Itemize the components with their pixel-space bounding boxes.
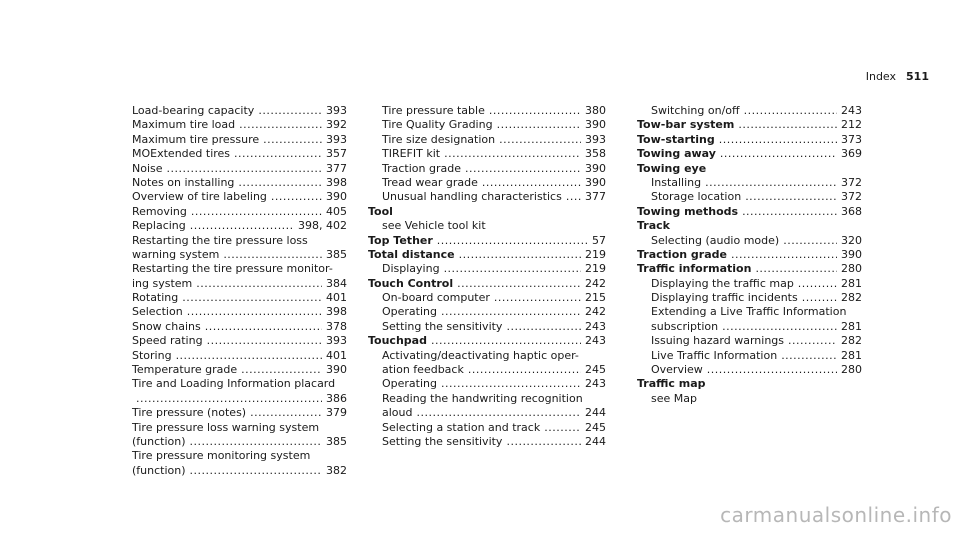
index-entry (118, 262, 347, 276)
page-ref: 372 (841, 175, 862, 189)
entry-label: Reading the handwriting recognition (382, 391, 583, 405)
dot-leader (788, 334, 837, 348)
entry-label: Overview of tire labeling (132, 190, 267, 204)
page-ref: 393 (326, 334, 347, 348)
page-ref: 382 (326, 463, 347, 477)
dot-leader (444, 262, 581, 276)
index-entry (118, 234, 347, 248)
index-title: Index (865, 70, 897, 83)
entry-label: Towing eye (637, 161, 707, 175)
page-ref: 219 (585, 262, 606, 276)
index-column-1 (118, 104, 347, 478)
entry-label: Restarting the tire pressure monitor- (132, 262, 333, 276)
index-heading (368, 205, 606, 219)
entry-label: Activating/deactivating haptic oper- (382, 348, 579, 362)
entry-label: Displaying traffic incidents (651, 291, 798, 305)
dot-leader (207, 334, 322, 348)
entry-label: Tow-starting (637, 132, 715, 146)
index-entry (637, 363, 862, 377)
entry-label: Displaying (382, 262, 440, 276)
index-entry (368, 219, 606, 233)
index-heading (637, 219, 862, 233)
entry-label: Tire pressure (notes) (132, 406, 247, 420)
entry-label: (function) (132, 434, 186, 448)
index-entry (368, 176, 606, 190)
page-ref: 282 (841, 291, 862, 305)
entry-label: Traffic information (637, 262, 752, 276)
index-heading (368, 248, 606, 262)
index-entry (368, 377, 606, 391)
page-ref: 378 (326, 319, 347, 333)
entry-label: see Vehicle tool kit (382, 219, 486, 233)
page-ref: 377 (326, 161, 347, 175)
dot-leader (239, 118, 322, 132)
index-entry (368, 349, 606, 363)
index-entry (368, 104, 606, 118)
page-ref: 242 (585, 276, 606, 290)
page-ref: 385 (326, 434, 347, 448)
entry-label: Rotating (132, 291, 179, 305)
dot-leader (441, 377, 581, 391)
dot-leader (742, 205, 837, 219)
dot-leader (191, 205, 322, 219)
dot-leader (731, 248, 837, 262)
index-entry (368, 363, 606, 377)
page-ref: 358 (585, 147, 606, 161)
page-ref: 320 (841, 233, 862, 247)
entry-label: Removing (132, 204, 187, 218)
dot-leader (444, 147, 581, 161)
dot-leader (783, 234, 837, 248)
entry-label: Operating (382, 305, 437, 319)
index-entry (118, 392, 347, 406)
index-entry (118, 435, 347, 449)
index-entry (118, 363, 347, 377)
entry-label: warning system (132, 247, 220, 261)
page-ref: 379 (326, 406, 347, 420)
page-ref: 385 (326, 247, 347, 261)
index-entry (637, 334, 862, 348)
dot-leader (190, 435, 322, 449)
index-entry (637, 234, 862, 248)
index-entry (637, 176, 862, 190)
page-ref: 281 (841, 276, 862, 290)
dot-leader (468, 363, 581, 377)
index-entry (368, 435, 606, 449)
entry-label: Storage location (651, 190, 742, 204)
entry-label: Displaying the traffic map (651, 276, 794, 290)
page-ref: 244 (585, 406, 606, 420)
index-entry (368, 118, 606, 132)
entry-label: Traction grade (382, 161, 461, 175)
entry-label: Noise (132, 161, 163, 175)
dot-leader (482, 176, 581, 190)
index-entry (637, 190, 862, 204)
entry-label: Storing (132, 348, 172, 362)
page-number: 511 (906, 70, 929, 83)
dot-leader (738, 118, 837, 132)
index-entry (118, 291, 347, 305)
page-ref: 390 (326, 363, 347, 377)
page-ref: 215 (585, 291, 606, 305)
dot-leader (802, 291, 837, 305)
page-ref: 243 (585, 334, 606, 348)
page-ref: 212 (841, 118, 862, 132)
index-entry (368, 190, 606, 204)
index-entry (368, 291, 606, 305)
entry-label: Maximum tire pressure (132, 132, 260, 146)
page-ref: 280 (841, 262, 862, 276)
entry-label: Switching on/off (651, 104, 740, 117)
index-entry (368, 147, 606, 161)
dot-leader (263, 133, 322, 147)
dot-leader (465, 162, 581, 176)
entry-label: ation feedback (382, 363, 464, 377)
entry-label: Touch Control (368, 276, 454, 290)
index-entry (118, 205, 347, 219)
entry-label: Setting the sensitivity (382, 434, 503, 448)
index-entry (118, 162, 347, 176)
dot-leader (258, 104, 322, 118)
dot-leader (223, 248, 322, 262)
dot-leader (437, 234, 588, 248)
entry-label: Tire Quality Grading (382, 118, 493, 132)
page-ref: 405 (326, 204, 347, 218)
page-ref: 390 (585, 161, 606, 175)
dot-leader (781, 349, 837, 363)
index-heading (368, 334, 606, 348)
entry-label: On-board computer (382, 291, 490, 305)
dot-leader (182, 291, 322, 305)
page-ref: 398, 402 (298, 219, 347, 233)
dot-leader (745, 190, 837, 204)
entry-label: Tire size designation (382, 132, 496, 146)
entry-label: Replacing (132, 219, 186, 233)
page-ref: 368 (841, 204, 862, 218)
index-entry (118, 464, 347, 478)
index-entry (118, 133, 347, 147)
entry-label: Installing (651, 175, 702, 189)
entry-label: Issuing hazard warnings (651, 334, 784, 348)
index-heading (637, 162, 862, 176)
page-ref: 245 (585, 363, 606, 377)
page-ref: 393 (326, 132, 347, 146)
page-ref: 357 (326, 147, 347, 161)
dot-leader (431, 334, 581, 348)
index-entry (118, 248, 347, 262)
page-ref: 280 (841, 363, 862, 377)
index-heading (637, 133, 862, 147)
page-ref: 390 (585, 175, 606, 189)
index-entry (118, 334, 347, 348)
index-entry (118, 449, 347, 463)
page-ref: 373 (841, 132, 862, 146)
entry-label: Tire pressure monitoring system (132, 449, 311, 463)
index-heading (368, 234, 606, 248)
page-ref: 380 (585, 104, 606, 117)
page-ref: 244 (585, 434, 606, 448)
page-ref: 245 (585, 420, 606, 434)
entry-label: Track (637, 219, 670, 233)
entry-label: Total distance (368, 247, 455, 261)
entry-label: see Map (651, 391, 697, 405)
page-ref: 243 (841, 104, 862, 117)
entry-label: Selecting a station and track (382, 420, 541, 434)
page-ref: 398 (326, 175, 347, 189)
dot-leader (506, 320, 581, 334)
page-ref: 398 (326, 305, 347, 319)
entry-label: Snow chains (132, 319, 201, 333)
dot-leader (719, 133, 837, 147)
entry-label: Restarting the tire pressure loss (132, 233, 308, 247)
dot-leader (136, 392, 322, 406)
dot-leader (544, 421, 581, 435)
dot-leader (234, 147, 322, 161)
page-ref: 243 (585, 377, 606, 391)
page-ref: 377 (585, 190, 606, 204)
dot-leader (497, 118, 581, 132)
index-entry (637, 320, 862, 334)
entry-label: Operating (382, 377, 437, 391)
page-ref: 282 (841, 334, 862, 348)
index-heading (368, 277, 606, 291)
index-entry (118, 305, 347, 319)
entry-label: Unusual handling characteristics (382, 190, 562, 204)
index-entry (118, 147, 347, 161)
dot-leader (416, 406, 581, 420)
dot-leader (238, 176, 322, 190)
entry-label: Speed rating (132, 334, 203, 348)
index-entry (368, 406, 606, 420)
index-entry (368, 133, 606, 147)
dot-leader (167, 162, 322, 176)
entry-label: Tire pressure loss warning system (132, 420, 320, 434)
watermark: carmanualsonline.info (720, 503, 952, 527)
page-ref: 372 (841, 190, 862, 204)
dot-leader (499, 133, 581, 147)
index-entry (118, 118, 347, 132)
page-ref: 386 (326, 391, 347, 405)
index-entry (118, 190, 347, 204)
dot-leader (566, 190, 581, 204)
index-heading (637, 248, 862, 262)
entry-label: Extending a Live Traffic Information (651, 305, 847, 319)
page-ref: 393 (326, 104, 347, 117)
dot-leader (241, 363, 322, 377)
entry-label: Notes on installing (132, 175, 235, 189)
dot-leader (205, 320, 322, 334)
index-entry (637, 305, 862, 319)
index-entry (118, 421, 347, 435)
index-column-2 (368, 104, 606, 449)
dot-leader (798, 277, 837, 291)
entry-label: Tire and Loading Information placard (132, 377, 336, 391)
index-entry (637, 291, 862, 305)
page-ref: 243 (585, 319, 606, 333)
index-entry (118, 277, 347, 291)
entry-label: ing system (132, 276, 193, 290)
entry-label: Maximum tire load (132, 118, 236, 132)
index-entry (118, 320, 347, 334)
dot-leader (271, 190, 322, 204)
entry-label: Traffic map (637, 377, 706, 391)
index-entry (118, 176, 347, 190)
page-ref: 281 (841, 348, 862, 362)
index-entry (637, 392, 862, 406)
index-entry (368, 421, 606, 435)
dot-leader (190, 464, 322, 478)
entry-label: aloud (382, 406, 413, 420)
entry-label: subscription (651, 319, 719, 333)
entry-label: Overview (651, 363, 703, 377)
entry-label: Towing away (637, 147, 716, 161)
index-entry (368, 162, 606, 176)
page-ref: 401 (326, 291, 347, 305)
index-entry (637, 104, 862, 118)
entry-label: Selection (132, 305, 183, 319)
dot-leader (196, 277, 322, 291)
entry-label: Selecting (audio mode) (651, 233, 780, 247)
index-heading (637, 262, 862, 276)
dot-leader (755, 262, 837, 276)
entry-label: Traction grade (637, 247, 727, 261)
page-header (866, 70, 929, 83)
entry-label: Tool (368, 204, 393, 218)
page-ref: 281 (841, 319, 862, 333)
entry-label: (function) (132, 463, 186, 477)
page-ref: 390 (841, 247, 862, 261)
index-entry (637, 277, 862, 291)
dot-leader (489, 104, 581, 118)
dot-leader (722, 320, 837, 334)
dot-leader (506, 435, 581, 449)
entry-label: Load-bearing capacity (132, 104, 255, 117)
entry-label: Towing methods (637, 204, 739, 218)
entry-label: Setting the sensitivity (382, 319, 503, 333)
index-entry (118, 219, 347, 233)
entry-label: Tire pressure table (382, 104, 485, 117)
dot-leader (441, 305, 581, 319)
index-entry (368, 392, 606, 406)
entry-label: Tread wear grade (382, 175, 478, 189)
page-ref: 57 (592, 233, 606, 247)
page-ref: 390 (326, 190, 347, 204)
index-entry (368, 305, 606, 319)
dot-leader (250, 406, 322, 420)
dot-leader (705, 176, 837, 190)
page-ref: 390 (585, 118, 606, 132)
page-ref: 393 (585, 132, 606, 146)
index-heading (637, 147, 862, 161)
entry-label: Top Tether (368, 233, 433, 247)
page-ref: 401 (326, 348, 347, 362)
dot-leader (707, 363, 837, 377)
entry-label: Temperature grade (132, 363, 238, 377)
entry-label: TIREFIT kit (382, 147, 441, 161)
page-ref: 242 (585, 305, 606, 319)
index-heading (637, 118, 862, 132)
entry-label: Live Traffic Information (651, 348, 778, 362)
index-entry (637, 349, 862, 363)
index-entry (118, 377, 347, 391)
page-ref: 392 (326, 118, 347, 132)
index-entry (118, 349, 347, 363)
dot-leader (459, 248, 581, 262)
page-ref: 219 (585, 247, 606, 261)
dot-leader (457, 277, 581, 291)
dot-leader (176, 349, 322, 363)
dot-leader (494, 291, 581, 305)
entry-label: MOExtended tires (132, 147, 231, 161)
index-heading (637, 377, 862, 391)
entry-label: Touchpad (368, 334, 427, 348)
entry-label: Tow-bar system (637, 118, 735, 132)
dot-leader (187, 305, 322, 319)
dot-leader (744, 104, 837, 118)
page-ref: 384 (326, 276, 347, 290)
index-entry (118, 104, 347, 118)
dot-leader (190, 219, 294, 233)
index-entry (118, 406, 347, 420)
index-entry (368, 262, 606, 276)
index-heading (637, 205, 862, 219)
page-ref: 369 (841, 147, 862, 161)
dot-leader (720, 147, 837, 161)
index-entry (368, 320, 606, 334)
index-column-3 (637, 104, 862, 406)
